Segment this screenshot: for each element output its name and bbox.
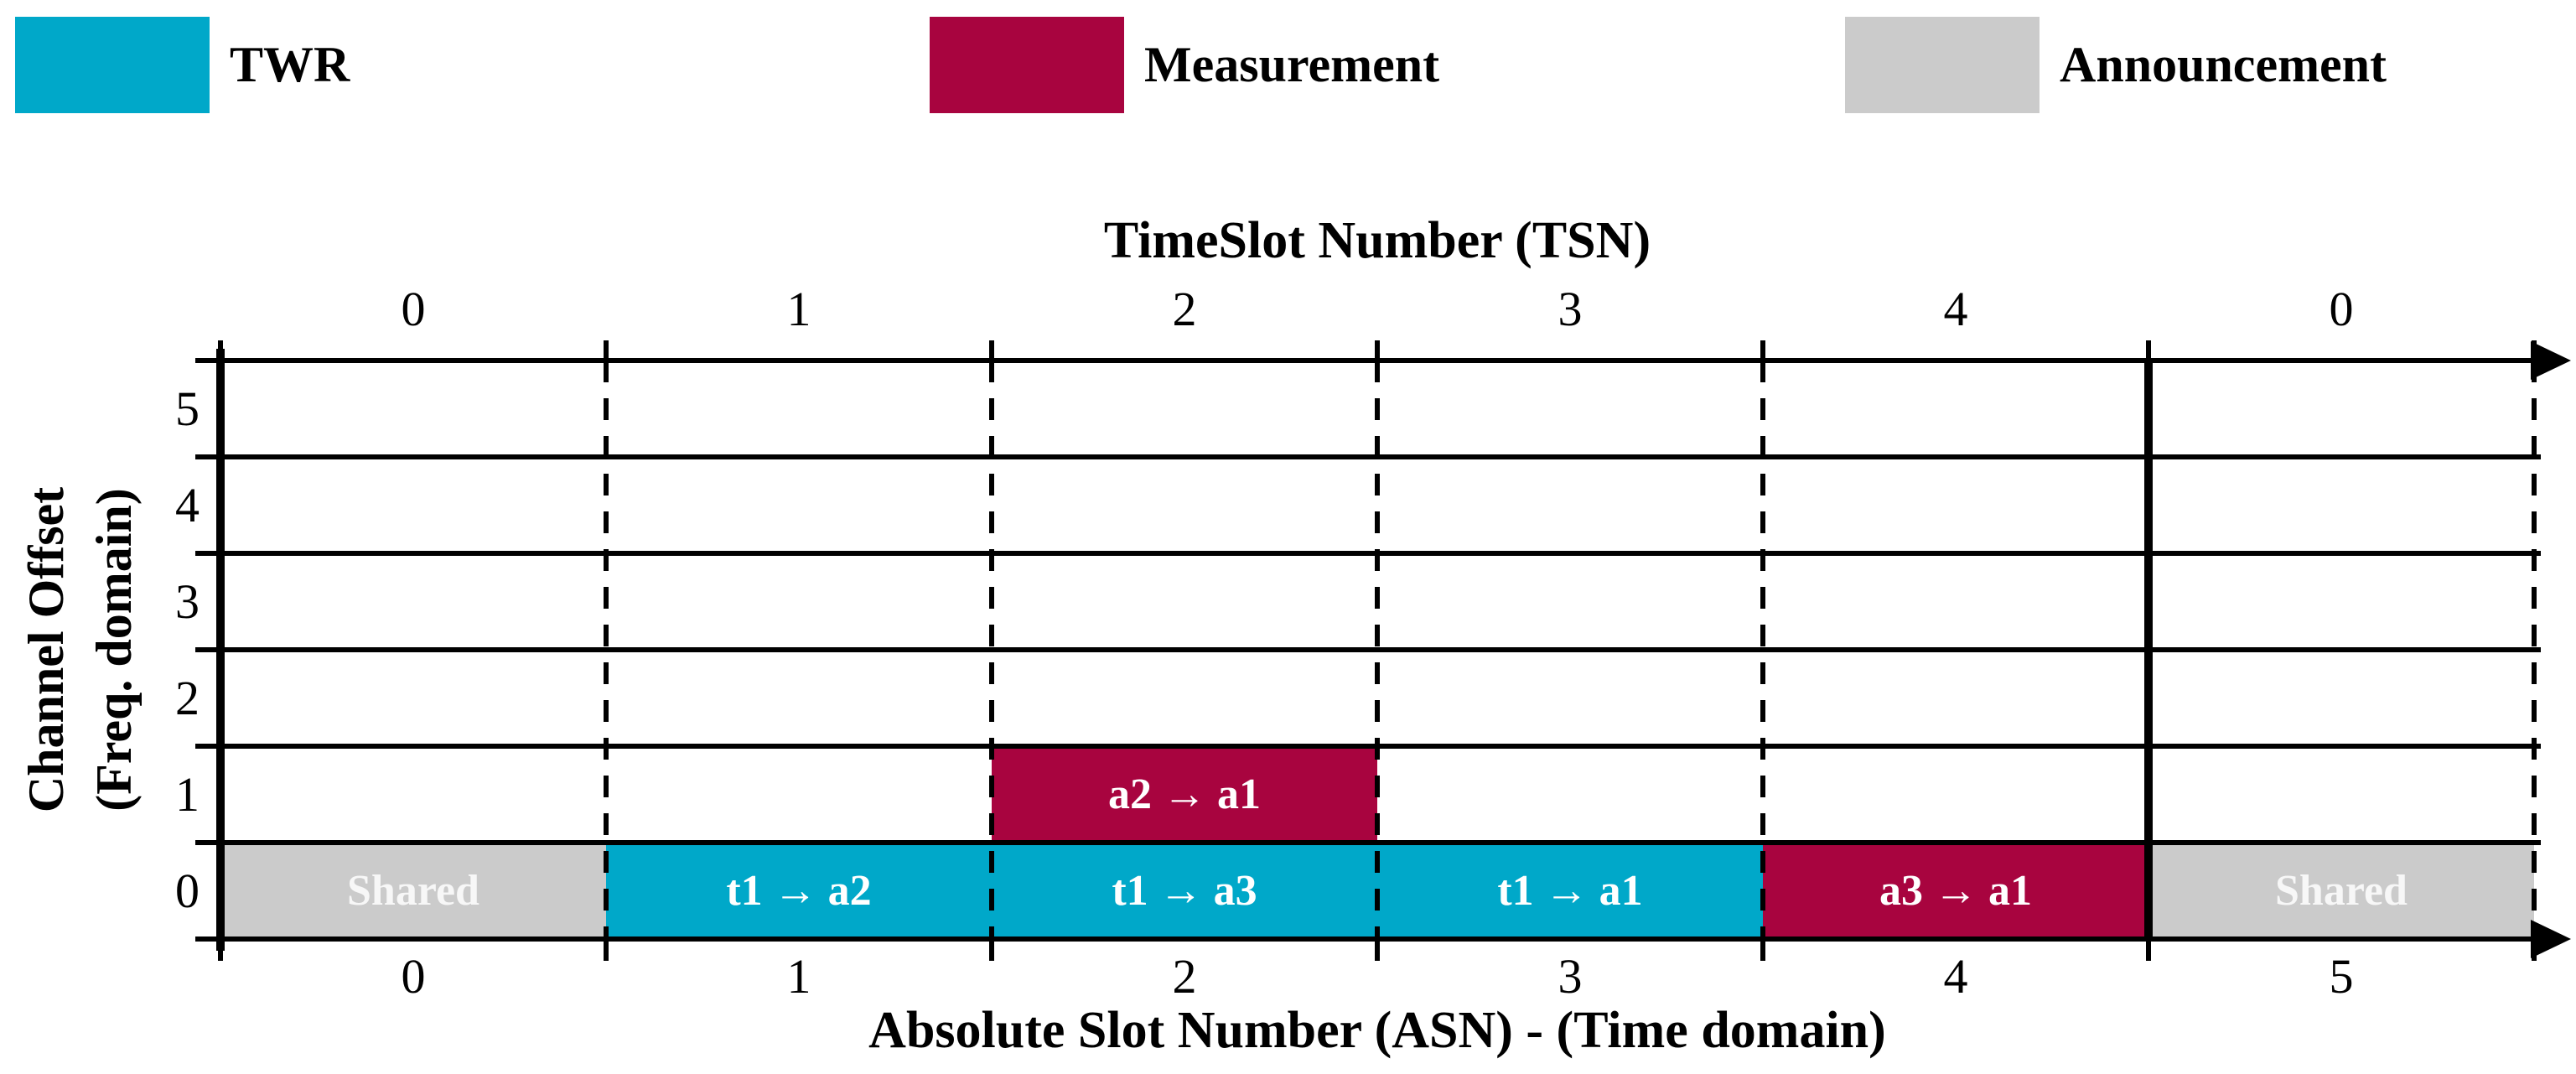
left-axis-title-line1: Channel Offset [18, 486, 74, 813]
top-tick-mark [2146, 340, 2151, 361]
top-tick-mark [1375, 340, 1380, 361]
left-tick-mark [195, 840, 220, 845]
legend-item-twr [15, 17, 350, 113]
bottom-tick-label-3: 3 [1558, 949, 1583, 1004]
slot-boundary-dashed-1 [604, 361, 609, 939]
slotframe-boundary-line [2144, 358, 2153, 942]
top-tick-label-3: 3 [1558, 282, 1583, 336]
left-tick-label-5: 5 [175, 381, 200, 436]
bottom-tick-label-5: 5 [2329, 949, 2354, 1004]
left-tick-mark [195, 937, 220, 942]
left-tick-mark [195, 551, 220, 556]
left-tick-label-4: 4 [175, 478, 200, 532]
left-tick-mark [195, 454, 220, 459]
top-tick-label-2: 2 [1172, 282, 1197, 336]
left-tick-mark [195, 358, 220, 363]
legend-label-announcement: Announcement [2060, 37, 2387, 92]
top-tick-mark [604, 340, 609, 361]
left-tick-label-2: 2 [175, 671, 200, 725]
bottom-tick-label-4: 4 [1943, 949, 1968, 1004]
schedule-grid [220, 361, 2534, 939]
slot-boundary-dashed-right [2532, 361, 2537, 939]
top-tick-mark [989, 340, 994, 361]
cell-asn3-t1-a1: t1 → a1 [1377, 843, 1763, 939]
cell-asn2-t1-a3: t1 → a3 [992, 843, 1377, 939]
gridline-horizontal-top [214, 358, 2553, 363]
announcement-color-swatch [1845, 17, 2040, 113]
gridline-horizontal-bottom [214, 937, 2553, 942]
slot-boundary-dashed-3 [1375, 361, 1380, 939]
top-tick-mark [1760, 340, 1765, 361]
left-axis-title [13, 348, 155, 952]
bottom-axis-arrow-icon [2531, 920, 2571, 958]
slot-boundary-dashed-2 [989, 361, 994, 939]
cell-asn0-shared: Shared [220, 843, 606, 939]
bottom-tick-label-1: 1 [786, 949, 811, 1004]
top-tick-label-4: 4 [1943, 282, 1968, 336]
measurement-color-swatch [930, 17, 1124, 113]
cell-asn5-shared: Shared [2148, 843, 2534, 939]
legend-label-twr: TWR [230, 37, 350, 92]
left-tick-mark [195, 647, 220, 652]
left-tick-mark [195, 744, 220, 749]
left-axis-title-line2: (Freq. domain) [86, 488, 142, 812]
left-tick-label-1: 1 [175, 767, 200, 822]
cell-asn2-a2-a1: a2 → a1 [992, 746, 1377, 843]
legend-item-measurement [930, 17, 1439, 113]
left-tick-label-3: 3 [175, 574, 200, 629]
cell-asn4-a3-a1: a3 → a1 [1763, 843, 2148, 939]
cell-asn1-t1-a2: t1 → a2 [606, 843, 992, 939]
legend-label-measurement: Measurement [1144, 37, 1440, 92]
top-axis-title: TimeSlot Number (TSN) [1103, 212, 1651, 269]
twr-color-swatch [15, 17, 210, 113]
top-tick-label-5: 0 [2329, 282, 2354, 336]
bottom-tick-label-0: 0 [401, 949, 426, 1004]
bottom-axis-title: Absolute Slot Number (ASN) - (Time domain) [868, 1002, 1886, 1059]
top-tick-label-1: 1 [786, 282, 811, 336]
slot-boundary-dashed-4 [1760, 361, 1765, 939]
bottom-tick-label-2: 2 [1172, 949, 1197, 1004]
legend-item-announcement [1845, 17, 2387, 113]
left-tick-label-0: 0 [175, 864, 200, 918]
top-axis-arrow-icon [2531, 341, 2571, 380]
top-tick-label-0: 0 [401, 282, 426, 336]
